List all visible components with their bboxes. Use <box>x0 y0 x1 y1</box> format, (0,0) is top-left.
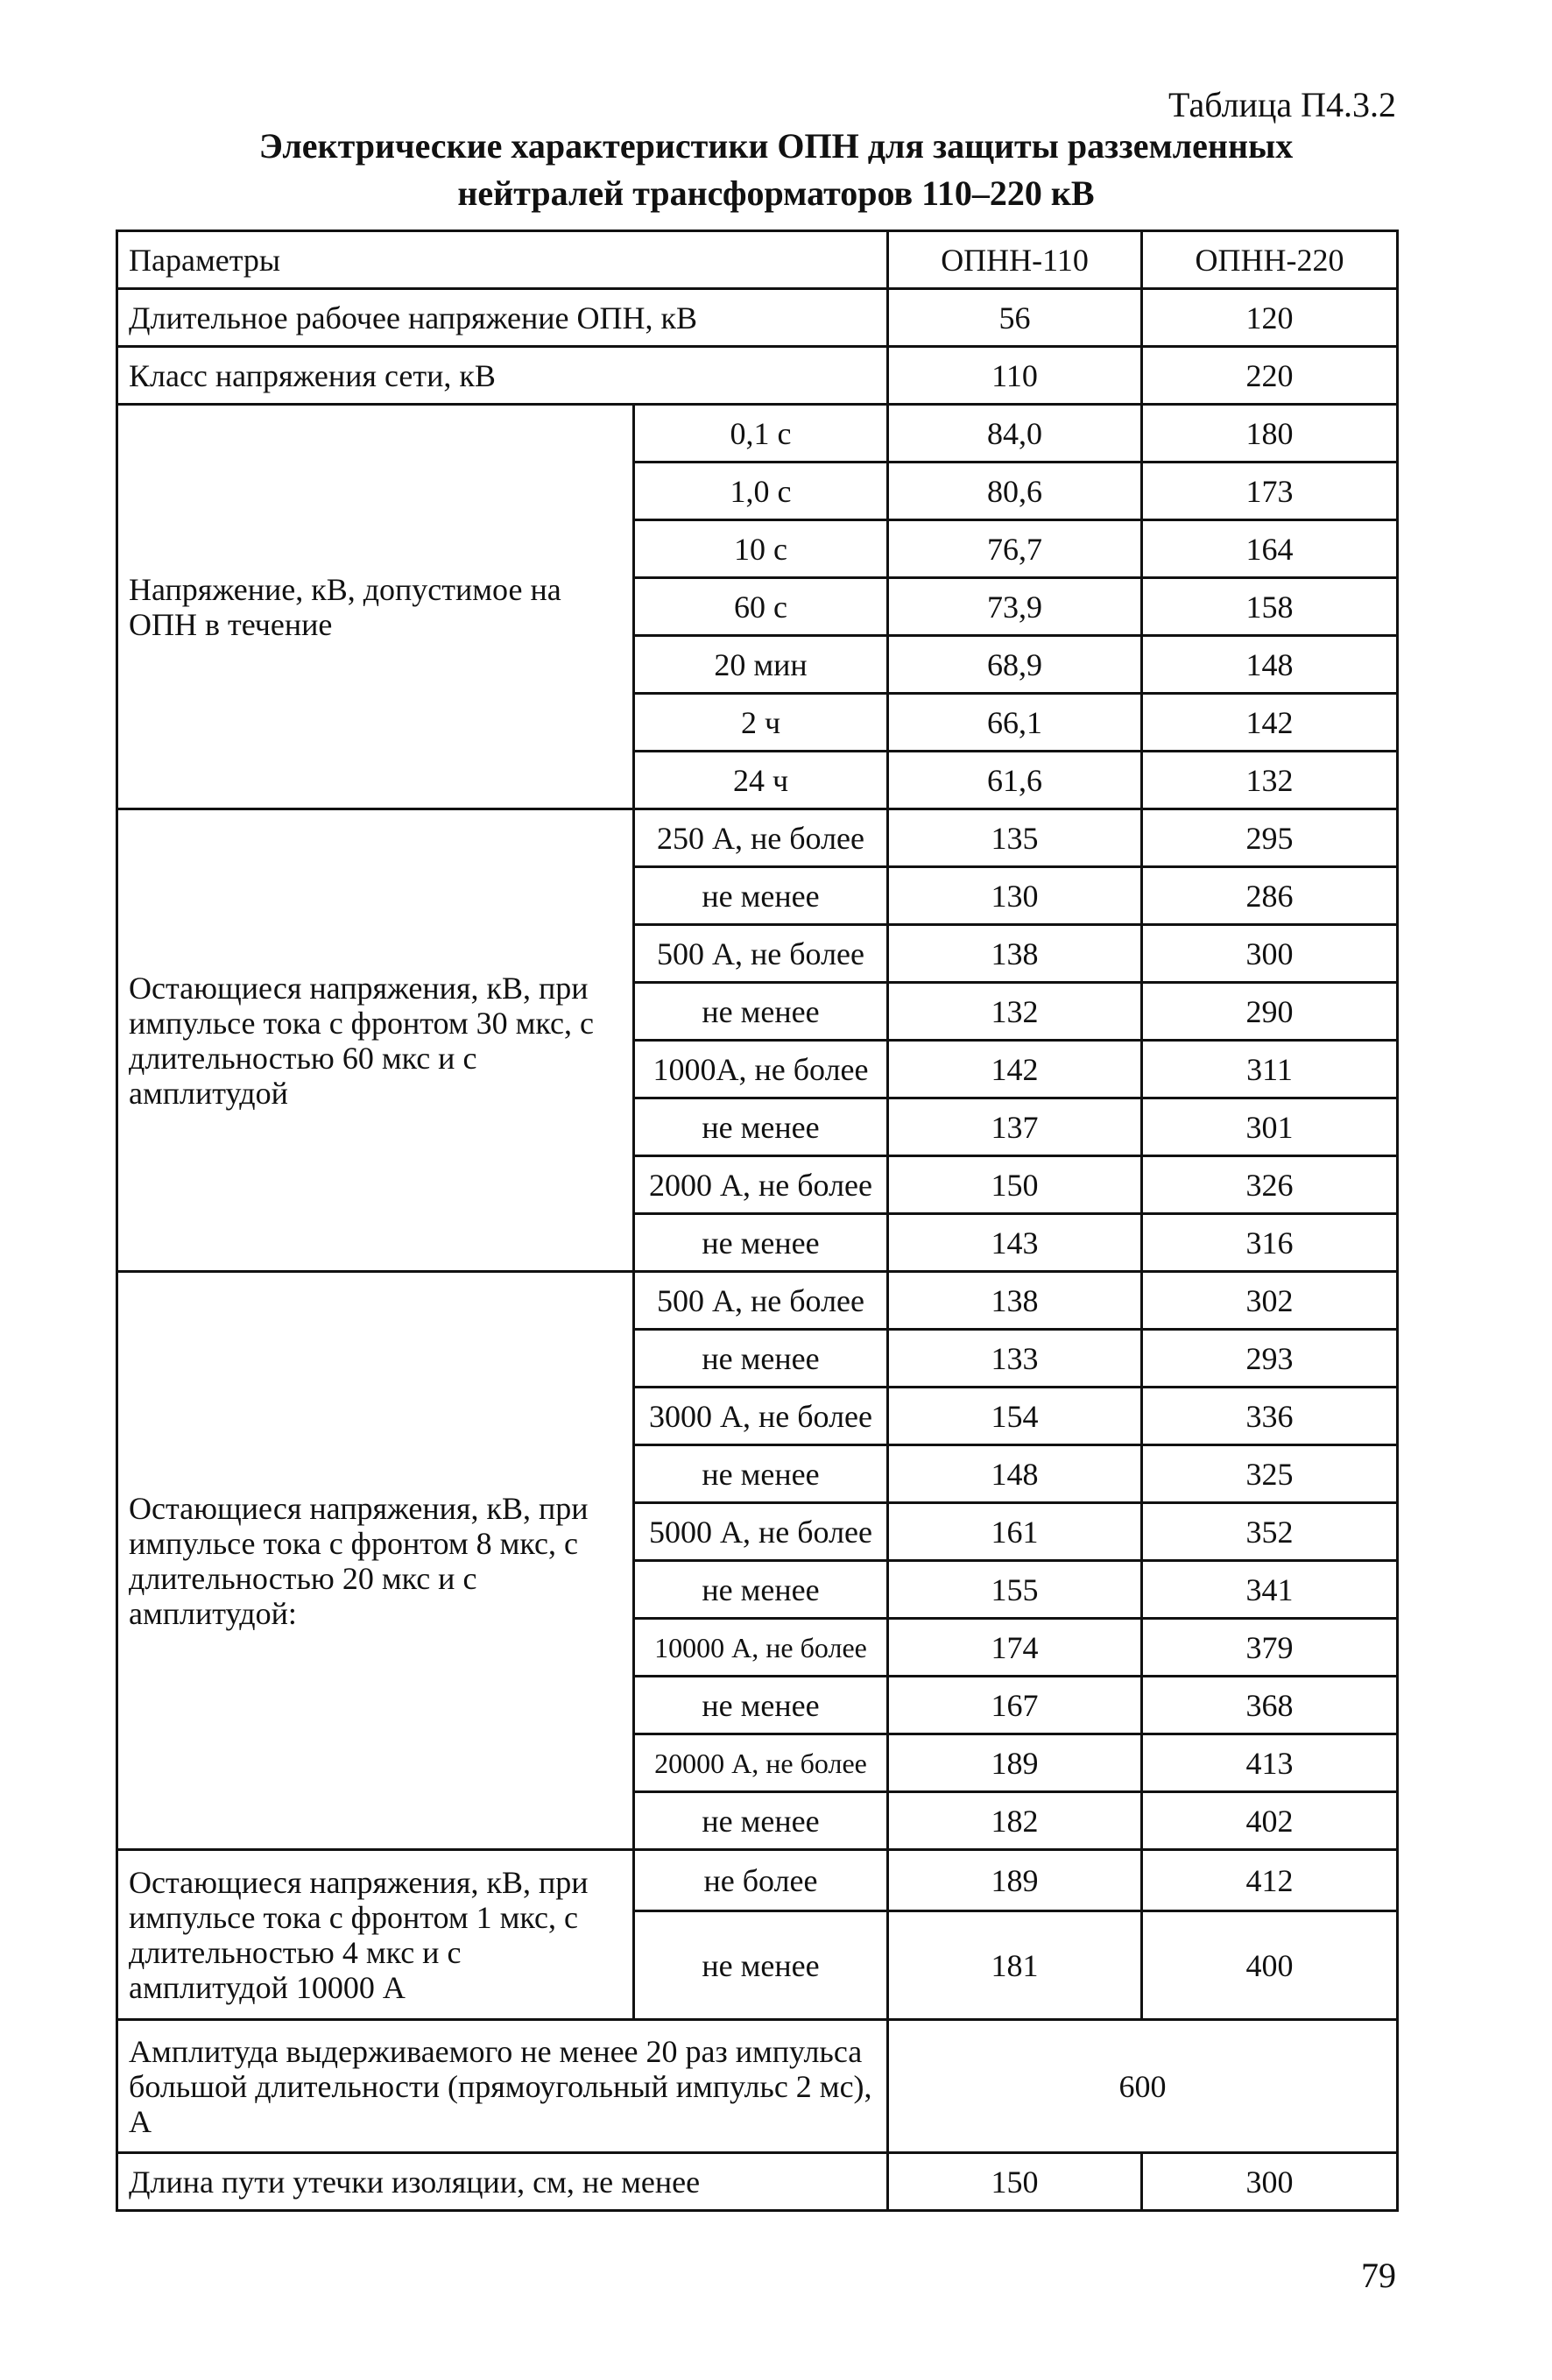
cell-col1: 66,1 <box>888 694 1142 752</box>
cell-col1: 167 <box>888 1677 1142 1734</box>
group-label-voltage: Напряжение, кВ, допустимое на ОПН в течение <box>117 405 634 809</box>
cell-col1: 73,9 <box>888 578 1142 636</box>
cell-col2: 295 <box>1142 809 1398 867</box>
table-row <box>117 809 1398 867</box>
cell-col2: 290 <box>1142 983 1398 1041</box>
cell-col1: 61,6 <box>888 752 1142 809</box>
header-col1: ОПНН-110 <box>888 231 1142 289</box>
cell-col2: 325 <box>1142 1445 1398 1503</box>
page-number: 79 <box>1361 2256 1396 2295</box>
sub-label: 60 с <box>634 578 888 636</box>
cell-col1: 135 <box>888 809 1142 867</box>
sub-label: 1,0 с <box>634 463 888 520</box>
sub-label: не менее <box>634 1214 888 1272</box>
header-row <box>117 231 1398 289</box>
header-col2: ОПНН-220 <box>1142 231 1398 289</box>
cell-col1: 56 <box>888 289 1142 347</box>
cell-col2: 300 <box>1142 925 1398 983</box>
sub-label: не менее <box>634 1098 888 1156</box>
leakage-label: Длина пути утечки изоляции, см, не менее <box>117 2153 888 2211</box>
cell-col1: 133 <box>888 1330 1142 1388</box>
cell-col2: 132 <box>1142 752 1398 809</box>
sub-label: не менее <box>634 1445 888 1503</box>
cell-col2: 302 <box>1142 1272 1398 1330</box>
row-label: Длительное рабочее напряжение ОПН, кВ <box>117 289 888 347</box>
cell-col2: 301 <box>1142 1098 1398 1156</box>
cell-col2: 412 <box>1142 1850 1398 1911</box>
sub-label: 10000 А, не более <box>634 1619 888 1677</box>
cell-col2: 220 <box>1142 347 1398 405</box>
table-label: Таблица П4.3.2 <box>1168 85 1396 124</box>
sub-label: 10 с <box>634 520 888 578</box>
cell-col2: 326 <box>1142 1156 1398 1214</box>
cell-col2: 120 <box>1142 289 1398 347</box>
sub-label: 2 ч <box>634 694 888 752</box>
cell-col2: 413 <box>1142 1734 1398 1792</box>
sub-label: не менее <box>634 1561 888 1619</box>
cell-col1: 138 <box>888 1272 1142 1330</box>
characteristics-table <box>116 230 1399 2212</box>
amplitude-value: 600 <box>888 2020 1398 2153</box>
cell-col1: 132 <box>888 983 1142 1041</box>
cell-col1: 137 <box>888 1098 1142 1156</box>
sub-label: не менее <box>634 867 888 925</box>
group-label-8us: Остающиеся напряжения, кВ, при импульсе тока с фронтом 8 мкс, с длительностью 20 мкс и с амплитудой: <box>117 1272 634 1850</box>
sub-label: 1000А, не более <box>634 1041 888 1098</box>
cell-col1: 155 <box>888 1561 1142 1619</box>
cell-col2: 164 <box>1142 520 1398 578</box>
cell-col2: 341 <box>1142 1561 1398 1619</box>
cell-col1: 143 <box>888 1214 1142 1272</box>
sub-label: не менее <box>634 1911 888 2020</box>
cell-col1: 138 <box>888 925 1142 983</box>
sub-label: не менее <box>634 1677 888 1734</box>
cell-col2: 311 <box>1142 1041 1398 1098</box>
sub-label: 2000 А, не более <box>634 1156 888 1214</box>
sub-label: 20000 А, не более <box>634 1734 888 1792</box>
cell-col2: 148 <box>1142 636 1398 694</box>
cell-col1: 150 <box>888 1156 1142 1214</box>
cell-col2: 293 <box>1142 1330 1398 1388</box>
cell-col1: 182 <box>888 1792 1142 1850</box>
cell-col1: 148 <box>888 1445 1142 1503</box>
cell-col1: 84,0 <box>888 405 1142 463</box>
cell-col2: 173 <box>1142 463 1398 520</box>
cell-col1: 174 <box>888 1619 1142 1677</box>
cell-col2: 180 <box>1142 405 1398 463</box>
sub-label: не менее <box>634 1792 888 1850</box>
table-row <box>117 2153 1398 2211</box>
cell-col1: 110 <box>888 347 1142 405</box>
sub-label: 500 А, не более <box>634 925 888 983</box>
cell-col1: 154 <box>888 1388 1142 1445</box>
cell-col2: 300 <box>1142 2153 1398 2211</box>
table-row <box>117 347 1398 405</box>
cell-col1: 189 <box>888 1734 1142 1792</box>
cell-col1: 80,6 <box>888 463 1142 520</box>
sub-label: 20 мин <box>634 636 888 694</box>
sub-label: 24 ч <box>634 752 888 809</box>
sub-label: 5000 А, не более <box>634 1503 888 1561</box>
sub-label: 0,1 с <box>634 405 888 463</box>
table-row <box>117 289 1398 347</box>
sub-label: 250 А, не более <box>634 809 888 867</box>
cell-col2: 158 <box>1142 578 1398 636</box>
cell-col2: 316 <box>1142 1214 1398 1272</box>
cell-col1: 76,7 <box>888 520 1142 578</box>
table-row <box>117 1272 1398 1330</box>
cell-col1: 130 <box>888 867 1142 925</box>
cell-col1: 189 <box>888 1850 1142 1911</box>
cell-col2: 368 <box>1142 1677 1398 1734</box>
cell-col1: 181 <box>888 1911 1142 2020</box>
table-row <box>117 2020 1398 2153</box>
title-line-2: нейтралей трансформаторов 110–220 кВ <box>457 173 1095 213</box>
sub-label: не менее <box>634 983 888 1041</box>
cell-col1: 150 <box>888 2153 1142 2211</box>
table-title <box>114 123 1438 217</box>
sub-label: не более <box>634 1850 888 1911</box>
cell-col2: 142 <box>1142 694 1398 752</box>
group-label-1us: Остающиеся напряжения, кВ, при импульсе тока с фронтом 1 мкс, с длительностью 4 мкс и с амплитудой 10000 А <box>117 1850 634 2020</box>
header-params: Параметры <box>117 231 888 289</box>
row-label: Класс напряжения сети, кВ <box>117 347 888 405</box>
cell-col1: 68,9 <box>888 636 1142 694</box>
cell-col1: 142 <box>888 1041 1142 1098</box>
sub-label: 3000 А, не более <box>634 1388 888 1445</box>
cell-col2: 352 <box>1142 1503 1398 1561</box>
cell-col2: 402 <box>1142 1792 1398 1850</box>
cell-col2: 286 <box>1142 867 1398 925</box>
cell-col2: 400 <box>1142 1911 1398 2020</box>
cell-col2: 379 <box>1142 1619 1398 1677</box>
cell-col2: 336 <box>1142 1388 1398 1445</box>
table-row <box>117 1850 1398 1911</box>
sub-label: не менее <box>634 1330 888 1388</box>
table-row <box>117 405 1398 463</box>
cell-col1: 161 <box>888 1503 1142 1561</box>
title-line-1: Электрические характеристики ОПН для защиты разземленных <box>258 126 1294 166</box>
amplitude-label: Амплитуда выдерживаемого не менее 20 раз импульса большой длительности (прямоугольный импульс 2 мс), А <box>117 2020 888 2153</box>
group-label-30us: Остающиеся напряжения, кВ, при импульсе тока с фронтом 30 мкс, с длительностью 60 мкс и с амплитудой <box>117 809 634 1272</box>
sub-label: 500 А, не более <box>634 1272 888 1330</box>
